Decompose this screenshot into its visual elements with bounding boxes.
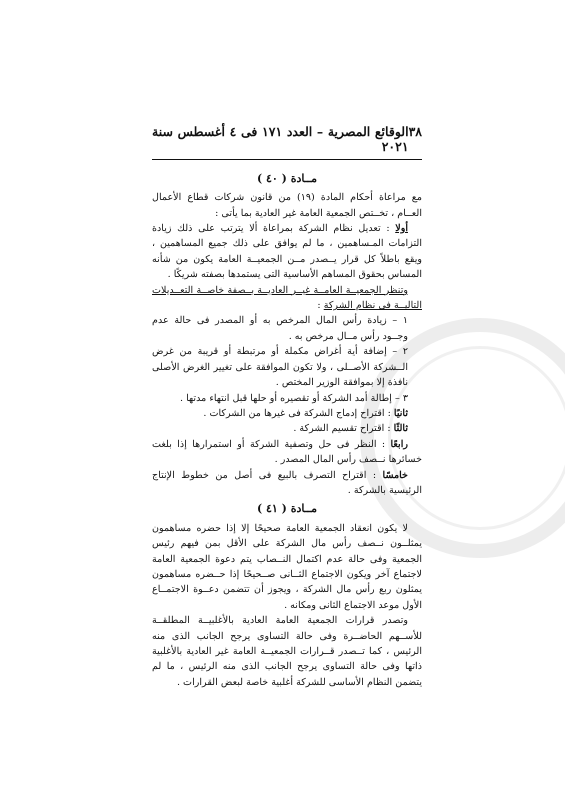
article-41-paragraph-2: وتصدر قرارات الجمعية العامة العادية بالأغلبيــة المطلقــة للأســهم الحاضــرة وفى حالة التساوى يرجح الجانب الذى منه الرئيس ، كما تــصدر قــرارات الجمعيــة العامة غير العادية بالأغلبية ذاتها وفى حالة التساوى يرجح الجانب الذى منه الرئيس ، ما لم يتضمن النظام الأساسى للشركة أغلبية خاصة لبعض القرارات .: [152, 615, 422, 688]
article-40-intro: مع مراعاة أحكام المادة (١٩) من قانون شركات قطاع الأعمال العــام ، تخــتص الجمعية العامة غير العادية بما يأتى :: [152, 192, 423, 219]
page-header: [152, 124, 422, 159]
third-label: ثالثًا: [393, 423, 408, 435]
fourth-text: : النظر فى حل وتصفية الشركة أو استمرارها إذا بلغت خسائرها نــصف رأس المال المصدر .: [152, 438, 422, 466]
second-text: : اقتراح إدماج الشركة فى غيرها من الشركات .: [203, 407, 394, 419]
article-41-heading: مــادة ( ٤١ ): [256, 502, 318, 516]
list-item-1: ١ – زيادة رأس المال المرخص به أو المصدر فى حالة عدم وجــود رأس مــال مرخص به .: [152, 315, 408, 342]
first-label: أولا: [395, 223, 408, 235]
fourth-label: رابعًا: [390, 438, 408, 450]
article-40-special-amendments: [152, 283, 422, 314]
page-number: ٣٨: [408, 124, 422, 139]
list-item-3: ٣ – إطالة أمد الشركة أو تقصيره أو حلها قبل انتهاء مدتها .: [179, 392, 408, 404]
article-40-fourth-clause: [152, 437, 422, 468]
article-40-third-clause: [152, 421, 422, 436]
fifth-text: : اقتراح التصرف بالبيع فى أصل من خطوط الإنتاج الرئيسية بالشركة .: [152, 469, 422, 496]
first-text: : تعديل نظام الشركة بمراعاة ألا يترتب على ذلك زيادة التزامات المـساهمين ، ما لم يوافق على ذلك جميع المساهمين ، ويقع باطلاً كل قرار يــصدر مــن الجمعيــة العامة يكون من شأنه المساس بحقوق المساهم الأساسية التى يستمدها بصفته شريكًا .: [152, 223, 422, 281]
special-amendments-underlined: وتنظر الجمعيــة العامــة غيــر العاديــة بــصفة خاصــة التعــديلات التاليــة فى نظام الشركة: [152, 284, 422, 312]
special-amendments-colon: :: [317, 300, 324, 312]
gazette-title: الوقائع المصرية – العدد ١٧١ فى ٤ أغسطس سنة ٢٠٢١: [152, 124, 409, 155]
article-41-paragraph-1: لا يكون انعقاد الجمعية العامة صحيحًا إلا إذا حضره مساهمون يمثلــون نــصف رأس مال الشركة على الأقل بمن فيهم رئيس الجمعية وفى حالة عدم اكتمال النــصاب يتم دعوة الجمعية العامة لاجتماع آخر ويكون الاجتماع الثــانى صــحيحًا إذا حــضره مساهمون يمثلون ربع رأس مال الشركة ، ويجوز أن تتضمن دعــوة الاجتمــاع الأول موعد الاجتماع الثانى ومكانه .: [152, 522, 422, 611]
article-40-heading: مــادة ( ٤٠ ): [256, 171, 318, 185]
article-40-fifth-clause: [152, 468, 422, 499]
list-item-2: ٢ – إضافة أية أغراض مكملة أو مرتبطة أو قريبة من غرض الــشركة الأصــلى ، ولا تكون الموافقة على تغيير الغرض الأصلى نافذة إلا بموافقة الوزير المختص .: [152, 346, 408, 389]
header-rule: [152, 159, 422, 160]
third-text: : اقتراح تقسيم الشركة .: [293, 423, 394, 435]
fifth-label: خامسًا: [382, 469, 408, 481]
second-label: ثانيًا: [393, 407, 408, 419]
article-40-second-clause: [152, 406, 422, 421]
document-page: [152, 124, 422, 690]
article-40-first-clause: [152, 221, 422, 283]
